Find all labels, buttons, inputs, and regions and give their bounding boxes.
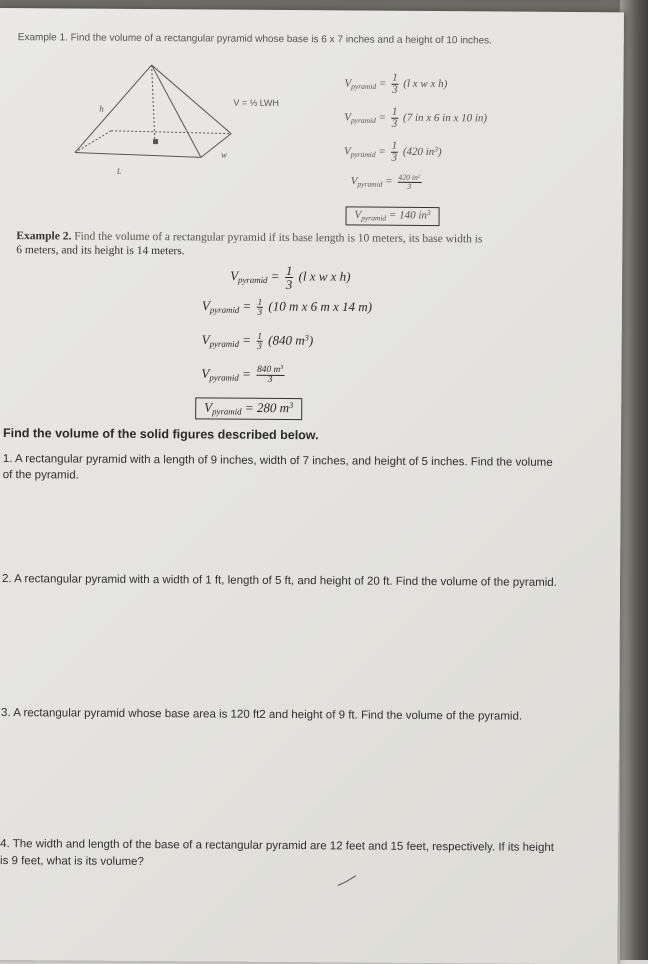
worksheet-page bbox=[0, 8, 624, 964]
diagram-label-h: h bbox=[99, 103, 104, 114]
question-4-line-1: 4. The width and length of the base of a rectangular pyramid are 12 feet and 15 feet, respectively. If its height bbox=[0, 838, 555, 854]
question-4-line-2: is 9 feet, what is its volume? bbox=[0, 855, 144, 869]
example2-text: Example 2. Find the volume of a rectangular pyramid if its base length is 10 meters, its base width is bbox=[16, 230, 483, 246]
diagram-formula: V = ⅓ LWH bbox=[233, 97, 279, 108]
question-2: 2. A rectangular pyramid with a width of 1 ft, length of 5 ft, and height of 20 ft. Find the volume of the pyramid. bbox=[1, 573, 557, 589]
example1-text: Example 1. Find the volume of a rectangular pyramid whose base is 6 x 7 inches and a height of 10 inches. bbox=[17, 32, 492, 47]
example2-step-2: $V_{pyramid}$ = $\frac{1}{3}$ (10 m x 6 m x 14 m) bbox=[201, 296, 373, 317]
example2-step-1: $V_{pyramid}$ = $\frac{1}{3}$ (l x w x h) bbox=[230, 263, 351, 293]
question-3: 3. A rectangular pyramid whose base area is 120 ft2 and height of 9 ft. Find the volume of the pyramid. bbox=[1, 707, 523, 723]
example1-step-1: $V_{pyramid}$ = $\frac{1}{3}$ (l x w x h) bbox=[344, 71, 448, 96]
question-1-line-2: of the pyramid. bbox=[2, 469, 79, 482]
diagram-label-w: w bbox=[220, 149, 228, 160]
instructions-heading: Find the volume of the solid figures described below. bbox=[2, 426, 319, 443]
question-1-line-1: 1. A rectangular pyramid with a length of 9 inches, width of 7 inches, and height of 5 inches. Find the volume bbox=[2, 453, 553, 469]
background-edge bbox=[620, 0, 648, 960]
example2-answer: $V_{pyramid} = 280$ $m^3$ bbox=[195, 397, 302, 420]
pen-mark bbox=[336, 872, 360, 888]
example2-text-2: 6 meters, and its height is 14 meters. bbox=[16, 244, 185, 258]
example1-step-2: $V_{pyramid}$ = $\frac{1}{3}$ (7 in x 6 in x 10 in) bbox=[344, 105, 488, 130]
diagram-label-l: L bbox=[116, 166, 122, 176]
example1-step-3: $V_{pyramid}$ = $\frac{1}{3}$ (420 $in^3$) bbox=[343, 139, 442, 164]
example1-step-4: $V_{pyramid}$ = $\frac{420 in^2}{3}$ bbox=[350, 172, 421, 191]
example1-answer: $V_{pyramid} = 140$ $in^3$ bbox=[345, 206, 439, 225]
example2-step-4: $V_{pyramid}$ = $\frac{840 m^3}{3}$ bbox=[201, 364, 284, 386]
example2-step-3: $V_{pyramid}$ = $\frac{1}{3}$ (840 $m^3$) bbox=[201, 330, 314, 351]
pyramid-diagram bbox=[71, 61, 242, 180]
